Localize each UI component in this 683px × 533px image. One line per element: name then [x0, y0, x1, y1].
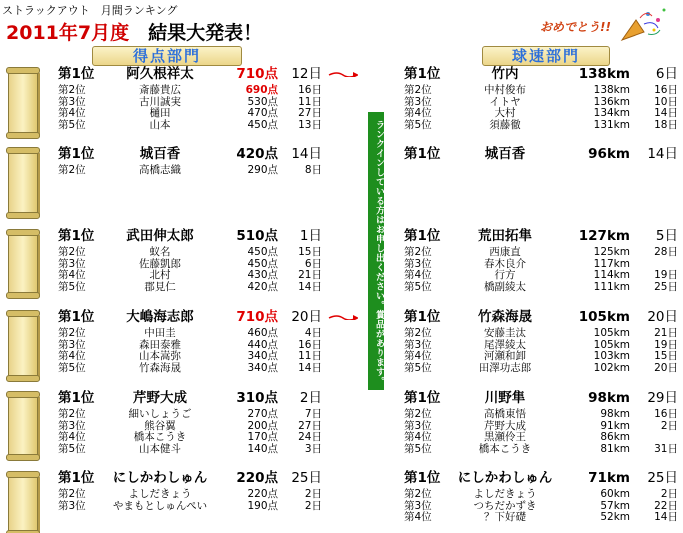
record-day: 2日: [660, 488, 678, 500]
score-row: [58, 246, 322, 258]
speed-value: 98km: [588, 390, 630, 406]
score-row: [58, 164, 322, 176]
record-day: 24日: [298, 431, 322, 443]
rank-label: 第2位: [404, 327, 432, 339]
record-day: 6日: [655, 66, 678, 82]
score-row: [58, 431, 322, 443]
party-popper-icon: [618, 6, 674, 42]
rank-label: 第1位: [404, 309, 441, 325]
player-name: 田澤功志郎: [478, 361, 532, 374]
speed-value: 96km: [588, 146, 630, 162]
score-value: 220点: [236, 470, 278, 486]
speed-row: [404, 269, 678, 281]
rank-label: 第2位: [58, 84, 86, 96]
record-day: 13日: [298, 118, 322, 131]
record-day: 20日: [654, 361, 678, 374]
speed-value: 103km: [593, 350, 630, 362]
speed-value: 105km: [593, 327, 630, 339]
player-name: ？下好礎: [484, 511, 526, 523]
speed-row: [404, 470, 678, 486]
rank-label: 第5位: [404, 442, 432, 455]
category-scroll-2: [8, 150, 38, 216]
score-row: [58, 408, 322, 420]
speed-value: 60km: [600, 488, 630, 500]
player-name: 古川誠実: [139, 95, 181, 108]
record-day: 2日: [660, 419, 678, 432]
record-day: 14日: [654, 511, 678, 523]
speed-value: 52km: [600, 511, 630, 523]
speed-row: [404, 228, 678, 244]
player-name: 尾澤綾太: [484, 338, 526, 351]
score-row: [58, 443, 322, 455]
speed-row: [404, 488, 678, 500]
record-day: 20日: [647, 309, 678, 325]
speed-row: [404, 390, 678, 406]
record-day: 1日: [299, 228, 322, 244]
player-name: 芹野大成: [484, 419, 526, 432]
score-value: 460点: [247, 327, 278, 339]
player-name: 山本健斗: [139, 442, 181, 455]
player-name: 黒瀬伶王: [484, 431, 526, 443]
speed-value: 105km: [593, 338, 630, 351]
score-row: [58, 500, 322, 512]
speed-row: [404, 350, 678, 362]
speed-value: 134km: [593, 107, 630, 119]
player-name: 竹内: [491, 66, 519, 82]
speed-row: [404, 66, 678, 82]
speed-value: 114km: [593, 269, 630, 281]
speed-row: [404, 362, 678, 374]
rank-label: 第5位: [58, 442, 86, 455]
player-name: 荒田拓隼: [478, 228, 532, 244]
score-value: 340点: [247, 361, 278, 374]
record-day: 25日: [654, 280, 678, 293]
player-name: 西康直: [489, 246, 521, 258]
score-row: [58, 66, 322, 82]
player-name: 高橋志織: [139, 164, 181, 176]
score-row: [58, 281, 322, 293]
player-name: 森田泰雅: [139, 338, 181, 351]
score-row: [58, 488, 322, 500]
rank-label: 第5位: [58, 118, 86, 131]
rank-label: 第3位: [404, 257, 432, 270]
score-value: 470点: [247, 107, 278, 119]
player-name: 城百香: [139, 146, 181, 162]
rank-label: 第4位: [404, 511, 432, 523]
headline-period: 2011年7月度: [6, 22, 130, 44]
speed-row: [404, 84, 678, 96]
score-value: 440点: [247, 338, 278, 351]
speed-value: 71km: [588, 470, 630, 486]
speed-division-banner: 球速部門: [482, 46, 610, 66]
rank-label: 第4位: [58, 350, 86, 362]
record-day: 25日: [291, 470, 322, 486]
speed-row: [404, 443, 678, 455]
player-name: 樋田: [149, 107, 171, 119]
player-name: 細いしょうご: [128, 408, 192, 420]
rank-label: 第2位: [404, 246, 432, 258]
player-name: 大村: [494, 107, 516, 119]
player-name: よしだきょう: [128, 488, 192, 500]
speed-row: [404, 119, 678, 131]
score-value: 290点: [247, 164, 278, 176]
rank-label: 第2位: [58, 327, 86, 339]
speed-row: [404, 327, 678, 339]
score-value: 200点: [247, 419, 278, 432]
speed-value: 91km: [600, 419, 630, 432]
rank-label: 第2位: [58, 164, 86, 176]
highlight-arrow-icon: [328, 71, 358, 77]
speed-row: [404, 281, 678, 293]
record-day: 31日: [654, 442, 678, 455]
speed-value: 125km: [593, 246, 630, 258]
speed-value: 81km: [600, 442, 630, 455]
player-name: つちだかずき: [473, 499, 537, 512]
player-name: 北村: [149, 269, 171, 281]
record-day: 27日: [298, 419, 322, 432]
player-name: 竹森海晟: [478, 309, 532, 325]
record-day: 8日: [304, 164, 322, 176]
rank-label: 第4位: [58, 269, 86, 281]
player-name: 郡見仁: [144, 280, 176, 293]
score-row: [58, 420, 322, 432]
score-value: 450点: [247, 257, 278, 270]
score-value: 710点: [236, 66, 278, 82]
category-scroll-5: [8, 394, 38, 458]
category-scroll-4: [8, 313, 38, 379]
rank-label: 第2位: [58, 488, 86, 500]
rank-label: 第3位: [58, 95, 86, 108]
record-day: 21日: [654, 327, 678, 339]
rank-label: 第5位: [404, 361, 432, 374]
speed-row: [404, 309, 678, 325]
score-value: 420点: [247, 280, 278, 293]
player-name: 橋本こうき: [133, 431, 187, 443]
player-name: 中村俊布: [484, 84, 526, 96]
rank-label: 第5位: [404, 118, 432, 131]
category-scroll-1: [8, 70, 38, 136]
rank-label: 第4位: [58, 107, 86, 119]
player-name: 中田圭: [144, 327, 176, 339]
record-day: 27日: [298, 107, 322, 119]
speed-value: 117km: [593, 257, 630, 270]
record-day: 11日: [298, 350, 322, 362]
record-day: 2日: [304, 499, 322, 512]
record-day: 20日: [291, 309, 322, 325]
score-value: 430点: [247, 269, 278, 281]
player-name: 河瀬和卸: [484, 350, 526, 362]
record-day: 16日: [654, 408, 678, 420]
record-day: 12日: [291, 66, 322, 82]
rank-label: 第1位: [58, 66, 95, 82]
rank-label: 第1位: [404, 228, 441, 244]
record-day: 15日: [654, 350, 678, 362]
speed-value: 138km: [593, 84, 630, 96]
rank-label: 第3位: [58, 338, 86, 351]
rank-label: 第3位: [404, 338, 432, 351]
rank-label: 第1位: [58, 470, 95, 486]
record-day: 5日: [655, 228, 678, 244]
record-day: 16日: [654, 84, 678, 96]
app-title: ストラックアウト 月間ランキング: [2, 4, 178, 17]
congrats-text: おめでとう!!: [540, 20, 611, 34]
rank-label: 第4位: [404, 107, 432, 119]
score-value: 450点: [247, 118, 278, 131]
record-day: 14日: [298, 361, 322, 374]
rank-label: 第1位: [404, 470, 441, 486]
player-name: やまもとしゅんぺい: [112, 499, 208, 512]
rank-label: 第3位: [58, 499, 86, 512]
record-day: 14日: [291, 146, 322, 162]
player-name: 川野隼: [484, 390, 526, 406]
speed-value: 138km: [578, 66, 630, 82]
player-name: 橋本こうき: [478, 442, 532, 455]
rank-label: 第4位: [404, 431, 432, 443]
player-name: 山本: [149, 118, 171, 131]
player-name: 蚁名: [149, 246, 171, 258]
player-name: 安藤圭汰: [484, 327, 526, 339]
player-name: 山本嵩弥: [139, 350, 181, 362]
record-day: 15日: [298, 246, 322, 258]
player-name: にしかわしゅん: [457, 470, 553, 486]
category-scroll-6: [8, 474, 38, 533]
record-day: 22日: [654, 499, 678, 512]
speed-row: [404, 258, 678, 270]
score-value: 190点: [247, 499, 278, 512]
player-name: 春木良介: [484, 257, 526, 270]
speed-row: [404, 500, 678, 512]
record-day: 16日: [298, 84, 322, 96]
player-name: 阿久根祥太: [126, 66, 194, 82]
score-value: 170点: [247, 431, 278, 443]
speed-value: 57km: [600, 499, 630, 512]
speed-value: 111km: [593, 280, 630, 293]
rank-label: 第1位: [404, 390, 441, 406]
record-day: 11日: [298, 95, 322, 108]
speed-value: 105km: [578, 309, 630, 325]
score-value: 220点: [247, 488, 278, 500]
rank-label: 第3位: [404, 499, 432, 512]
player-name: イトヤ: [489, 95, 521, 108]
record-day: 3日: [304, 442, 322, 455]
speed-row: [404, 339, 678, 351]
score-value: 340点: [247, 350, 278, 362]
headline-rest: 結果大発表！: [148, 22, 263, 44]
rank-label: 第1位: [404, 146, 441, 162]
score-row: [58, 228, 322, 244]
rank-label: 第4位: [404, 350, 432, 362]
score-row: [58, 96, 322, 108]
player-name: 武田伸太郎: [126, 228, 194, 244]
player-name: 竹森海晟: [139, 361, 181, 374]
rank-label: 第3位: [404, 95, 432, 108]
rank-label: 第1位: [58, 390, 95, 406]
player-name: よしだきょう: [473, 488, 537, 500]
rank-label: 第4位: [404, 269, 432, 281]
score-value: 270点: [247, 408, 278, 420]
rank-label: 第5位: [58, 361, 86, 374]
rank-label: 第2位: [58, 246, 86, 258]
claim-prize-notice: ランクインしている方はお申し出ください。賞品があります。: [368, 112, 384, 390]
score-value: 510点: [236, 228, 278, 244]
highlight-arrow-icon: [328, 314, 358, 320]
speed-row: [404, 511, 678, 523]
rank-label: 第1位: [404, 66, 441, 82]
score-row: [58, 350, 322, 362]
score-row: [58, 269, 322, 281]
rank-label: 第5位: [58, 280, 86, 293]
score-row: [58, 107, 322, 119]
speed-row: [404, 146, 678, 162]
record-day: 19日: [654, 269, 678, 281]
speed-row: [404, 431, 678, 443]
speed-row: [404, 246, 678, 258]
speed-value: 127km: [578, 228, 630, 244]
record-day: 2日: [304, 488, 322, 500]
score-value: 310点: [236, 390, 278, 406]
speed-value: 102km: [593, 361, 630, 374]
rank-label: 第5位: [404, 280, 432, 293]
player-name: 斎藤貴広: [139, 84, 181, 96]
score-row: [58, 339, 322, 351]
record-day: 18日: [654, 118, 678, 131]
player-name: 行方: [494, 269, 516, 281]
player-name: にしかわしゅん: [112, 470, 208, 486]
score-row: [58, 119, 322, 131]
rank-label: 第2位: [404, 408, 432, 420]
player-name: 須藤徹: [489, 118, 521, 131]
rank-label: 第2位: [58, 408, 86, 420]
record-day: 14日: [298, 280, 322, 293]
player-name: 大嶋海志郎: [126, 309, 194, 325]
record-day: 28日: [654, 246, 678, 258]
record-day: 29日: [647, 390, 678, 406]
rank-label: 第2位: [404, 84, 432, 96]
score-value: 450点: [247, 246, 278, 258]
score-row: [58, 327, 322, 339]
headline: [6, 18, 262, 45]
score-row: [58, 390, 322, 406]
player-name: 橋副綾太: [484, 280, 526, 293]
rank-label: 第3位: [404, 419, 432, 432]
score-value: 530点: [247, 95, 278, 108]
record-day: 14日: [654, 107, 678, 119]
rank-label: 第3位: [58, 257, 86, 270]
score-value: 710点: [236, 309, 278, 325]
speed-row: [404, 107, 678, 119]
record-day: 10日: [654, 95, 678, 108]
category-scroll-3: [8, 232, 38, 296]
score-row: [58, 309, 322, 325]
speed-row: [404, 408, 678, 420]
speed-value: 86km: [600, 431, 630, 443]
record-day: 4日: [304, 327, 322, 339]
score-row: [58, 362, 322, 374]
rank-label: 第1位: [58, 309, 95, 325]
rank-label: 第2位: [404, 488, 432, 500]
speed-row: [404, 96, 678, 108]
score-value: 140点: [247, 442, 278, 455]
player-name: 佐藤凱郎: [139, 257, 181, 270]
speed-value: 98km: [600, 408, 630, 420]
score-row: [58, 470, 322, 486]
record-day: 25日: [647, 470, 678, 486]
player-name: 高橋東悟: [484, 408, 526, 420]
speed-row: [404, 420, 678, 432]
rank-label: 第4位: [58, 431, 86, 443]
score-division-banner: 得点部門: [92, 46, 242, 66]
record-day: 16日: [298, 338, 322, 351]
rank-label: 第1位: [58, 146, 95, 162]
player-name: 芹野大成: [133, 390, 187, 406]
record-day: 21日: [298, 269, 322, 281]
record-day: 7日: [304, 408, 322, 420]
rank-label: 第3位: [58, 419, 86, 432]
score-row: [58, 84, 322, 96]
speed-value: 131km: [593, 118, 630, 131]
score-value: 690点: [245, 84, 278, 96]
player-name: 城百香: [484, 146, 526, 162]
record-day: 6日: [304, 257, 322, 270]
rank-label: 第1位: [58, 228, 95, 244]
score-row: [58, 146, 322, 162]
score-value: 420点: [236, 146, 278, 162]
speed-value: 136km: [593, 95, 630, 108]
record-day: 19日: [654, 338, 678, 351]
score-row: [58, 258, 322, 270]
record-day: 14日: [647, 146, 678, 162]
record-day: 2日: [299, 390, 322, 406]
player-name: 熊谷翼: [144, 419, 176, 432]
